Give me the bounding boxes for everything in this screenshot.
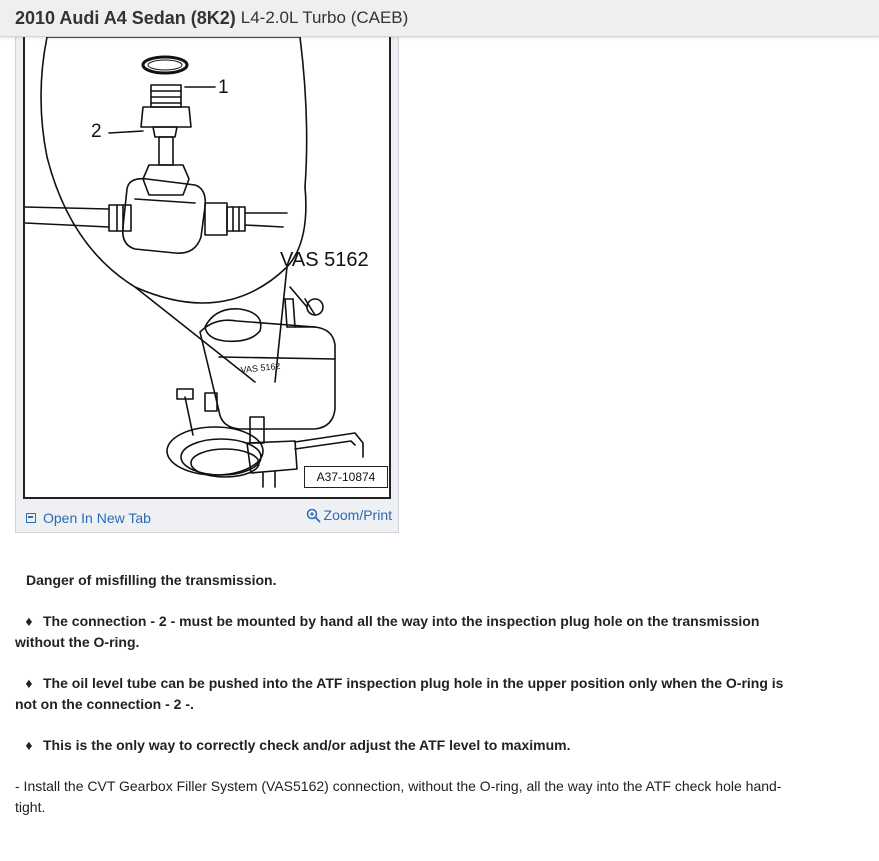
zoom-print-link[interactable]	[306, 507, 392, 523]
callout-2: 2	[91, 121, 102, 142]
bullet-text: The oil level tube can be pushed into the ATF inspection plug hole in the upper position only when the O-ring is not on the connection - 2 -.	[15, 675, 784, 712]
instructions	[15, 570, 800, 818]
zoom-icon	[306, 508, 321, 523]
figure-actions	[16, 505, 398, 531]
open-in-new-tab-label: Open In New Tab	[43, 510, 151, 526]
can-label: VAS 5162	[240, 360, 281, 375]
callout-1: 1	[218, 77, 229, 98]
bullet-item	[15, 735, 800, 756]
bullet-item	[15, 611, 800, 653]
open-tab-icon	[26, 513, 36, 523]
figure-reference: A37-10874	[304, 466, 388, 488]
bullet-item	[15, 673, 800, 715]
bullet-diamond-icon: ♦	[25, 737, 33, 753]
bullet-diamond-icon: ♦	[25, 675, 33, 691]
figure-illustration	[23, 37, 391, 499]
tool-label: VAS 5162	[280, 249, 369, 271]
bullet-text: This is the only way to correctly check and/or adjust the ATF level to maximum.	[43, 737, 571, 753]
page-header	[0, 0, 879, 37]
figure-container	[15, 37, 399, 533]
bullet-diamond-icon: ♦	[25, 613, 33, 629]
procedure-step: - Install the CVT Gearbox Filler System (VAS5162) connection, without the O-ring, all the way into the ATF check hole hand-tight.	[15, 778, 782, 815]
vehicle-title: 2010 Audi A4 Sedan (8K2)	[15, 7, 236, 28]
bullet-text: The connection - 2 - must be mounted by hand all the way into the inspection plug hole on the transmission without the O-ring.	[15, 613, 760, 650]
open-in-new-tab-link[interactable]	[26, 510, 151, 526]
warning-heading: Danger of misfilling the transmission.	[26, 572, 277, 588]
zoom-print-label: Zoom/Print	[323, 507, 392, 523]
engine-subtitle: L4-2.0L Turbo (CAEB)	[240, 8, 409, 27]
